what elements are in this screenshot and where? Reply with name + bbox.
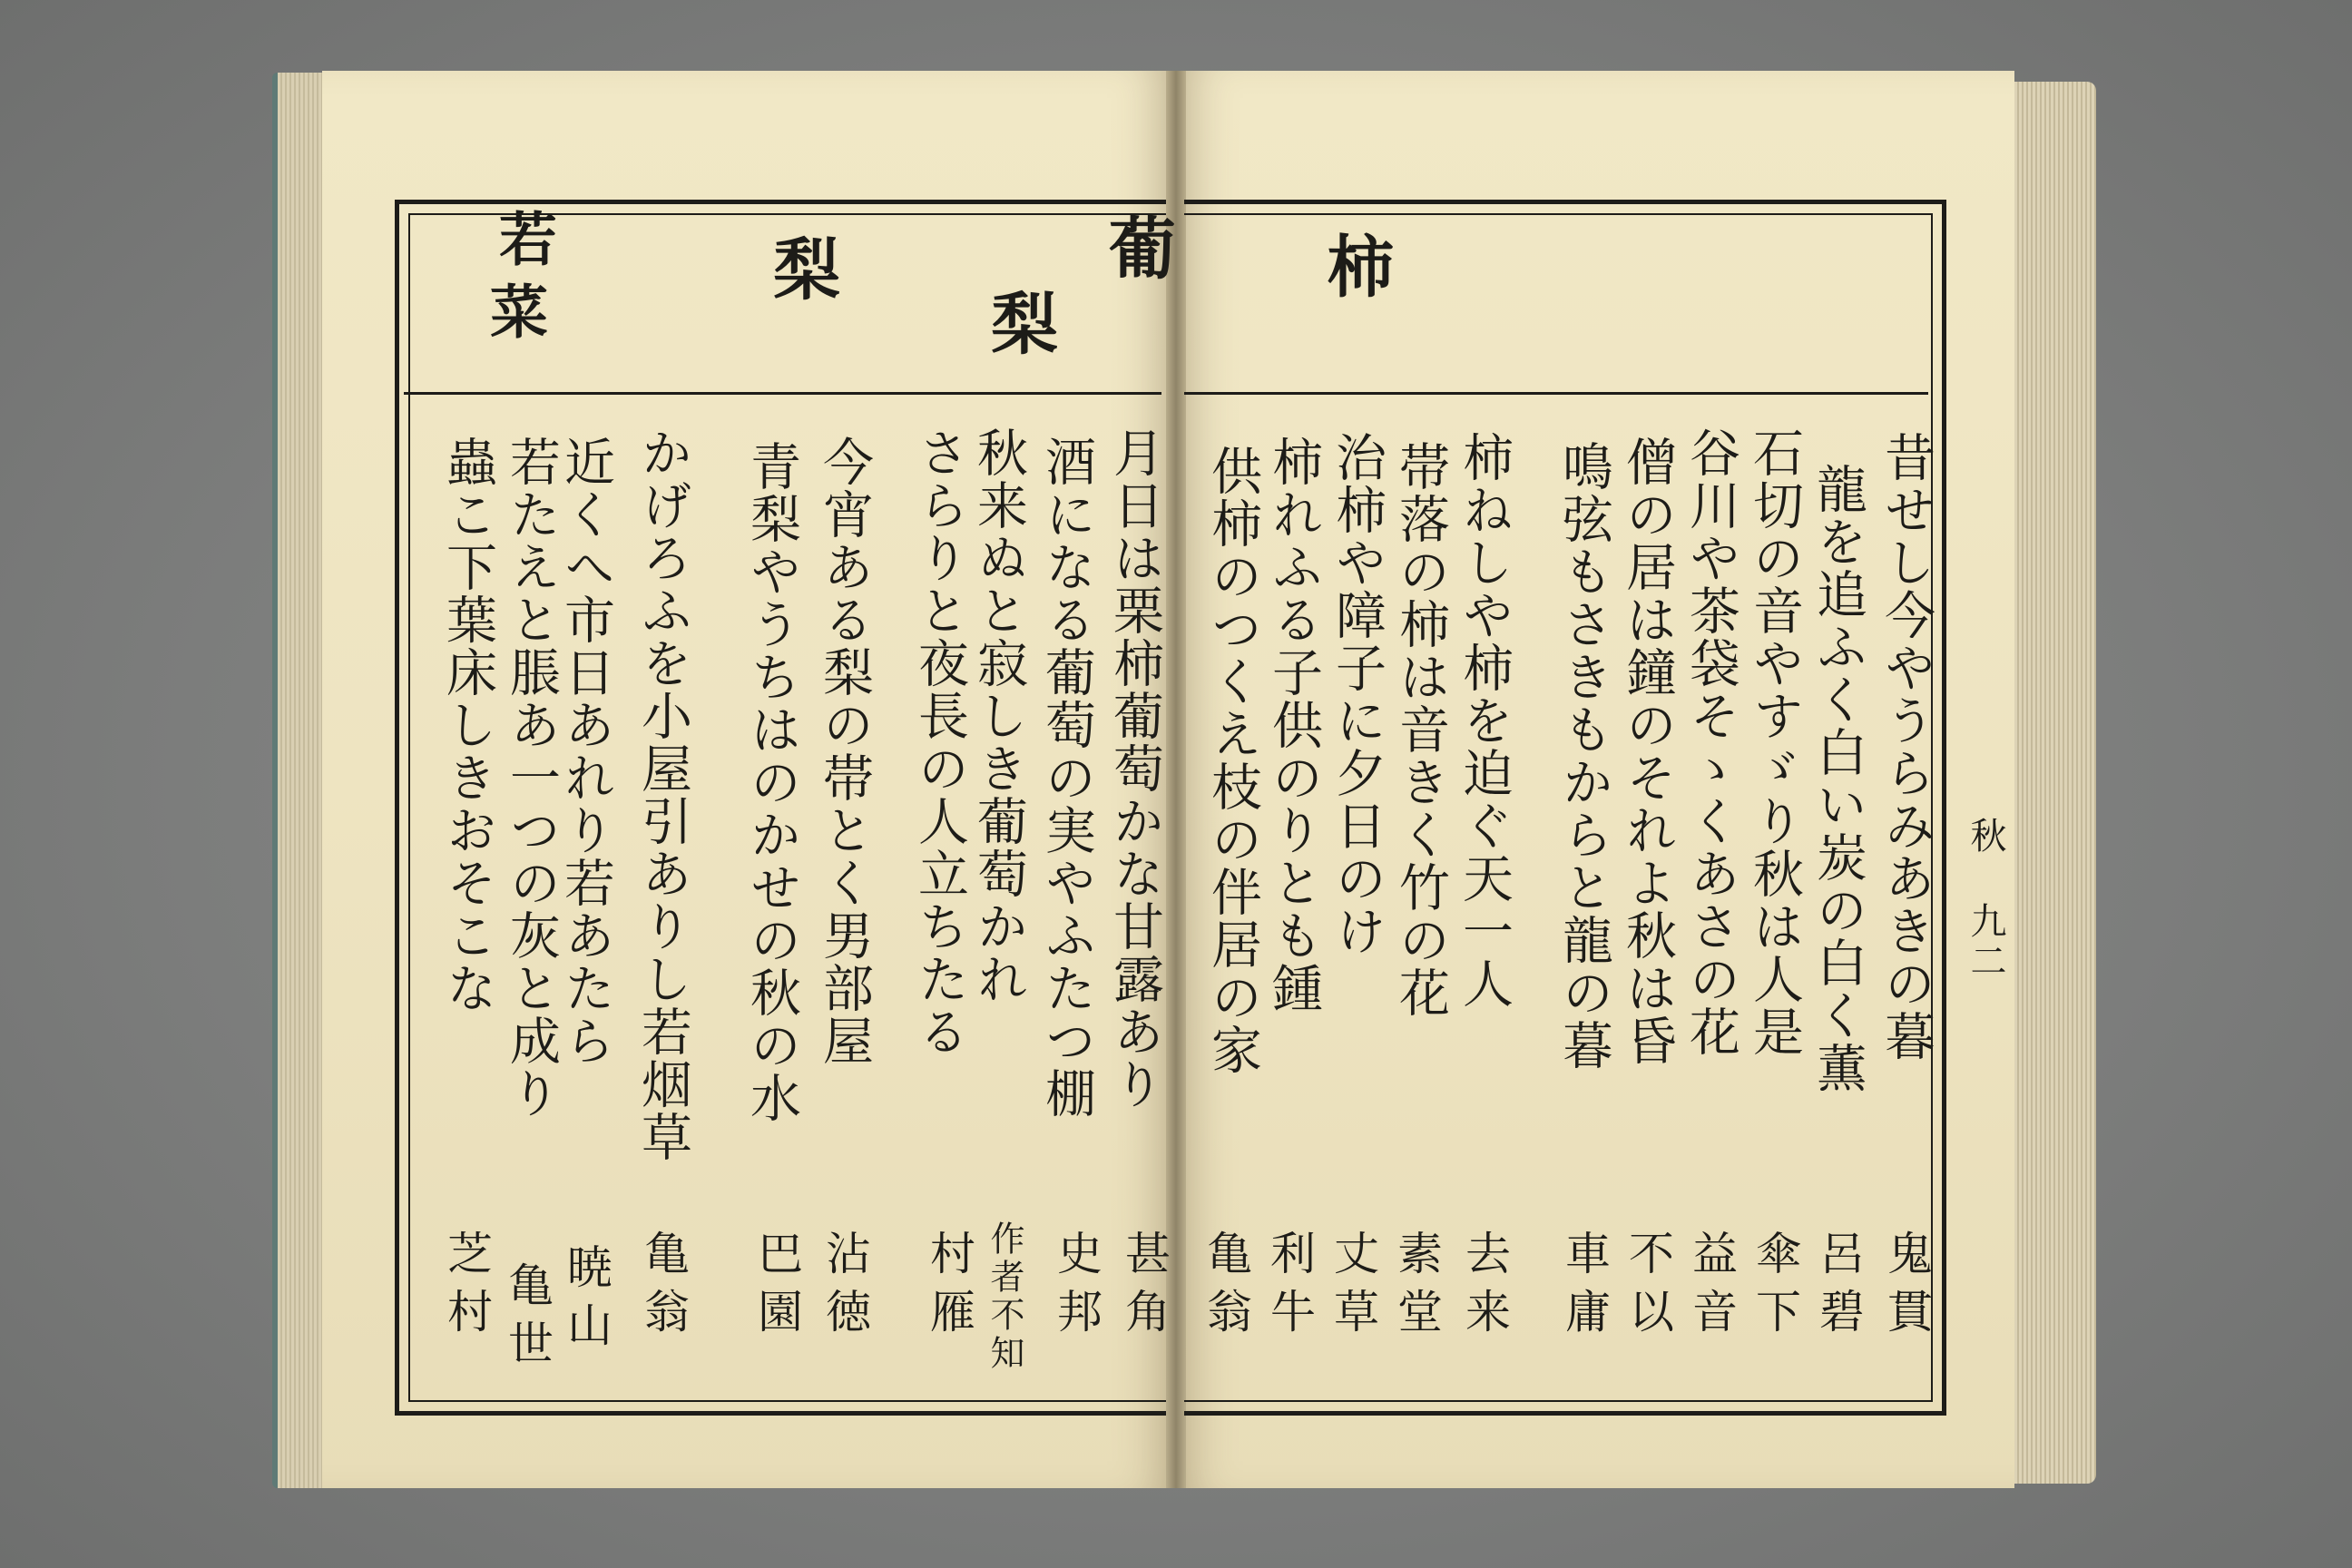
verse-left-1: 月日は栗柿葡萄かな甘露あり: [1105, 426, 1164, 1111]
author-right-8: 素堂: [1390, 1230, 1443, 1346]
title-grape-2: 梨: [980, 289, 1058, 374]
verse-left-10: 蟲こ下葉床しきおそこな: [438, 436, 497, 1014]
verse-right-4: 谷川や茶袋そゝくあさの花: [1681, 426, 1740, 1058]
author-left-4: 村雁: [923, 1230, 975, 1346]
verse-right-7: 柿ねしや柿を迫ぐ天一人: [1455, 431, 1514, 1010]
author-left-2: 史邦: [1050, 1230, 1102, 1346]
author-right-3: 傘下: [1749, 1230, 1801, 1346]
title-persimmon: 柿: [1316, 231, 1394, 317]
left-title-divider: [404, 392, 1161, 395]
verse-left-8: 近くへ市日あれり若あたら: [556, 436, 615, 1067]
verse-right-9: 治柿や障子に夕日のけ: [1328, 431, 1387, 957]
right-title-divider: [1184, 392, 1928, 395]
author-left-8: 暁山: [560, 1243, 612, 1359]
verse-left-2: 酒になる葡萄の実やふたつ棚: [1037, 436, 1096, 1120]
title-wakana-2: 菜: [480, 281, 548, 358]
author-left-10: 芝村: [440, 1230, 493, 1346]
book-page-edges-right: [2005, 82, 2096, 1484]
author-right-7: 去来: [1458, 1230, 1511, 1346]
verse-right-11: 供柿のつくえ枝の伴居の家: [1203, 445, 1262, 1076]
title-wakana-1: 若: [489, 209, 557, 285]
title-grape-1: 葡: [1098, 213, 1176, 299]
verse-left-5: 今宵ある梨の帯とく男部屋: [815, 436, 874, 1067]
verse-left-4: さらりと夜長の人立ちたる: [910, 426, 969, 1058]
verse-right-6: 鳴弦もさきもからと龍の暮: [1554, 440, 1613, 1072]
verse-left-7: かげろふを小屋引ありし若烟草: [633, 426, 692, 1163]
author-left-9: 亀世: [501, 1261, 554, 1377]
author-right-5: 不以: [1622, 1230, 1674, 1346]
author-right-4: 益音: [1685, 1230, 1738, 1346]
verse-right-2: 龍を追ふく白い炭の白く薫: [1808, 463, 1867, 1094]
verse-right-8: 帯落の柿は音きく竹の花: [1391, 440, 1450, 1019]
author-right-2: 呂碧: [1812, 1230, 1865, 1346]
author-right-1: 鬼貫: [1880, 1230, 1933, 1346]
author-left-6: 巴園: [750, 1230, 803, 1346]
author-left-5: 沾徳: [818, 1230, 871, 1346]
verse-right-3: 石切の音やすゞり秋は人是: [1745, 426, 1804, 1058]
verse-right-10: 柿れふる子供のりとも鍾: [1264, 436, 1323, 1014]
verse-left-3: 秋来ぬと寂しき葡萄かれ: [969, 426, 1028, 1005]
author-right-9: 丈草: [1327, 1230, 1379, 1346]
verse-right-5: 僧の居は鐘のそれよ秋は昏: [1618, 436, 1677, 1067]
verse-right-1: 昔せし今やうらみあきの暮: [1877, 431, 1936, 1063]
title-pear: 梨: [762, 234, 840, 319]
verse-left-6: 青梨やうちはのかせの秋の水: [742, 440, 801, 1124]
author-left-1: 甚角: [1118, 1230, 1171, 1346]
author-left-7: 亀翁: [637, 1230, 690, 1346]
author-right-6: 車庸: [1558, 1230, 1611, 1346]
author-right-10: 利牛: [1263, 1230, 1316, 1346]
verse-left-9: 若たえと脹あ一つの灰と成り: [502, 436, 561, 1120]
folio-number: 秋 九二: [1965, 817, 2006, 982]
author-left-3: 作者不知: [985, 1220, 1024, 1373]
author-right-11: 亀翁: [1200, 1230, 1252, 1346]
